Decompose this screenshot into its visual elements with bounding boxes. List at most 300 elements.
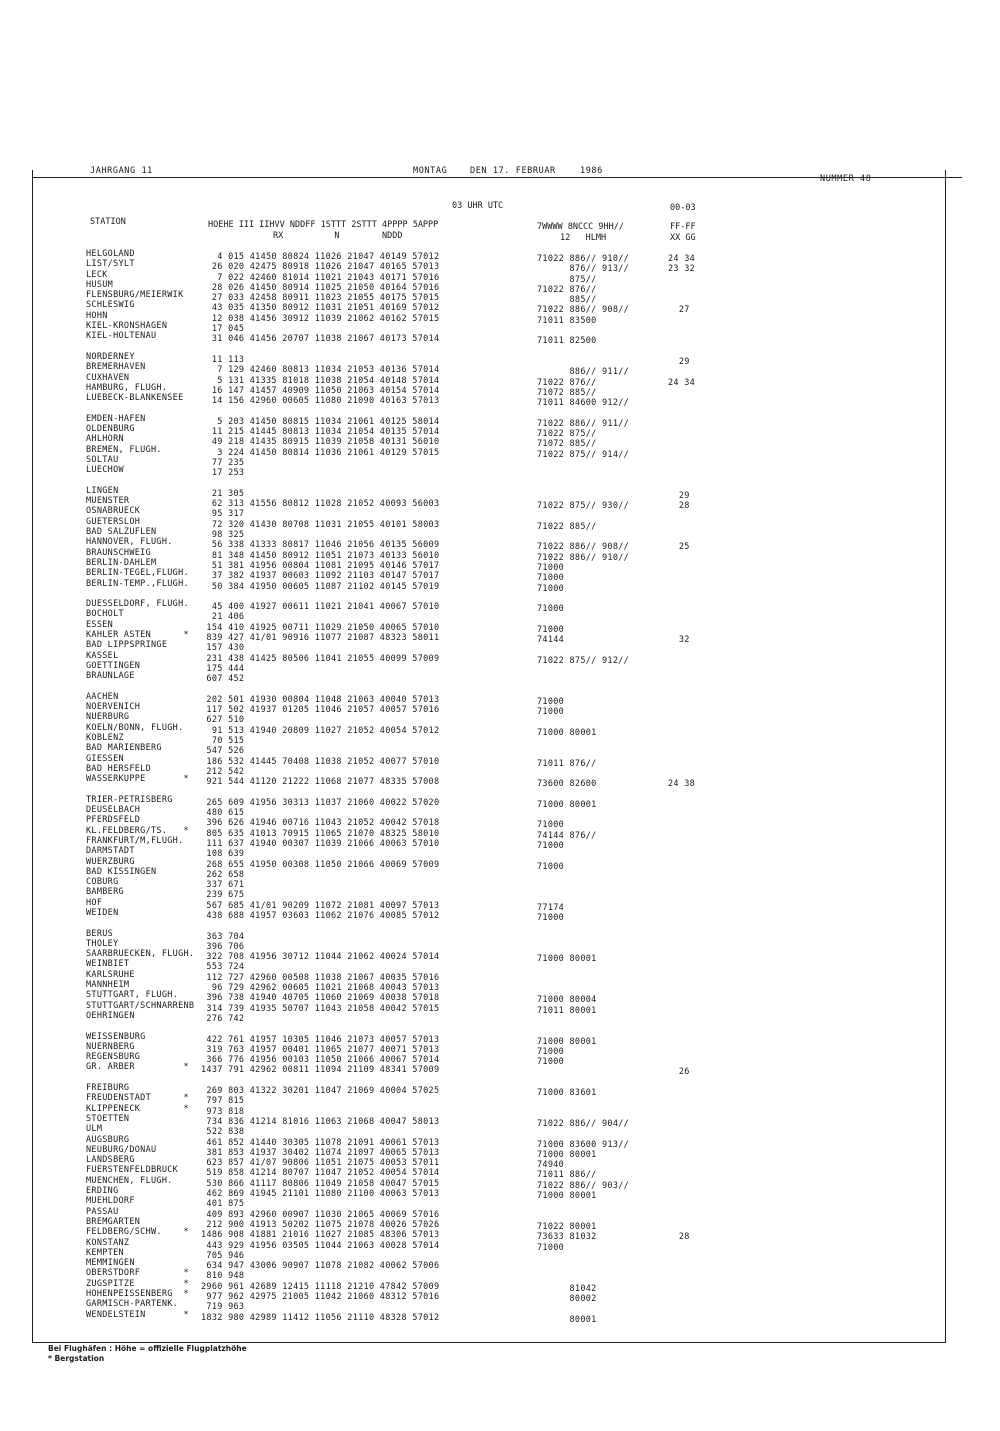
- station-wind: 29: [668, 490, 690, 501]
- station-codes: 337 671: [201, 880, 245, 891]
- station-codes: 719 963: [201, 1302, 245, 1313]
- station-extra: [537, 882, 629, 892]
- station-extra: 71000 80001: [537, 727, 597, 738]
- station-extra: 71000 80001: [537, 954, 597, 965]
- station-wind: [668, 614, 695, 624]
- station-name: KLIPPENECK *: [86, 1103, 189, 1114]
- station-extra: 71022 886// 904//: [537, 1118, 630, 1129]
- station-name: THOLEY: [86, 938, 119, 949]
- station-extra: 71022 886// 908//: [537, 542, 630, 553]
- station-extra: 71000: [537, 624, 565, 635]
- station-codes: 91 513 41940 20809 11027 21052 40054 57012: [201, 725, 440, 736]
- group-spacer: [668, 347, 695, 357]
- station-wind: 24 34: [668, 377, 696, 388]
- station-codes: 70 515: [201, 735, 245, 746]
- station-codes: 186 532 41445 70408 11038 21052 40077 57010: [201, 756, 440, 767]
- station-wind: [668, 1129, 695, 1139]
- station-codes: 16 147 41457 40909 11050 21063 40154 57014: [201, 385, 440, 396]
- station-wind: [668, 1243, 695, 1253]
- group-spacer: [86, 681, 194, 691]
- group-spacer: [201, 406, 439, 416]
- station-name: GUETERSLOH: [86, 516, 141, 527]
- station-codes: 381 853 41937 30402 11074 21097 40065 57013: [201, 1147, 440, 1158]
- station-wind: [668, 1170, 695, 1180]
- station-name: WEINBIET: [86, 959, 130, 970]
- group-spacer: [668, 1078, 695, 1088]
- station-extra: 74144: [537, 634, 565, 645]
- station-codes: 17 253: [201, 468, 245, 479]
- codes-header-3: NDDD: [382, 231, 403, 241]
- station-name: GARMISCH-PARTENK.: [86, 1299, 179, 1310]
- station-wind: [668, 1098, 695, 1108]
- station-wind: [668, 1119, 695, 1129]
- station-wind: [668, 944, 695, 954]
- extra-header-2: 12 HLMH: [560, 233, 607, 243]
- station-codes: 27 033 42458 80911 11023 21055 40175 57015: [201, 293, 440, 304]
- group-spacer: [86, 1021, 194, 1031]
- station-extra: 73600 82600: [537, 779, 597, 790]
- station-name: KONSTANZ: [86, 1237, 130, 1248]
- station-wind: 27: [668, 305, 690, 316]
- station-wind: [668, 604, 695, 614]
- station-wind: [668, 511, 695, 521]
- station-name: MUENSTER: [86, 496, 130, 507]
- group-spacer: [668, 408, 695, 418]
- station-wind: [668, 316, 695, 326]
- station-extra: 71000 80004: [537, 995, 597, 1006]
- station-wind: 29: [668, 356, 690, 367]
- station-name: REGENSBURG: [86, 1052, 141, 1063]
- station-name: PASSAU: [86, 1206, 119, 1217]
- station-extra: [537, 934, 629, 944]
- station-extra: [537, 1304, 629, 1314]
- station-codes: 422 761 41957 10305 11046 21073 40057 57013: [201, 1034, 440, 1045]
- station-name: STUTTGART/SCHNARRENB: [86, 1000, 195, 1011]
- station-wind: [668, 759, 695, 769]
- station-name: LUEBECK-BLANKENSEE: [86, 393, 184, 404]
- station-codes: 95 317: [201, 509, 245, 520]
- station-name: KARLSRUHE: [86, 969, 135, 980]
- station-name: BREMEN, FLUGH.: [86, 444, 162, 455]
- station-extra: 71072 885//: [537, 387, 597, 398]
- station-wind: [668, 1273, 695, 1283]
- ff-header-2: XX GG: [670, 233, 696, 243]
- jahrgang-label: JAHRGANG 11: [90, 166, 153, 176]
- station-extra: [537, 357, 629, 367]
- station-name: LANDSBERG: [86, 1155, 135, 1166]
- station-extra: [537, 748, 629, 758]
- station-wind: [668, 563, 695, 573]
- station-name: HOHENPEISSENBERG *: [86, 1288, 189, 1299]
- station-name: KOBLENZ: [86, 732, 124, 743]
- station-codes: 2960 961 42689 12415 11118 21210 47842 57009: [201, 1281, 440, 1292]
- station-wind: [668, 656, 695, 666]
- station-extra: [537, 1212, 629, 1222]
- station-wind: [668, 862, 695, 872]
- station-codes: 396 706: [201, 941, 245, 952]
- station-extra: [537, 614, 629, 624]
- station-wind: [668, 1191, 695, 1201]
- station-wind: [668, 676, 695, 686]
- station-codes: 112 727 42960 00508 11038 21067 40035 57016: [201, 972, 440, 983]
- station-name: DARMSTADT: [86, 846, 135, 857]
- station-wind: [668, 820, 695, 830]
- station-codes: 21 305: [201, 488, 245, 499]
- station-extra: 71022 80001: [537, 1221, 597, 1232]
- station-name: HUSUM: [86, 279, 114, 290]
- station-extra: 71022 886// 908//: [537, 305, 630, 316]
- station-extra: 71000 80001: [537, 1149, 597, 1160]
- station-name: DEUSELBACH: [86, 805, 141, 816]
- station-name: HOHN: [86, 310, 108, 321]
- station-name: SAARBRUECKEN, FLUGH.: [86, 949, 195, 960]
- group-spacer: [668, 1026, 695, 1036]
- station-wind: [668, 707, 695, 717]
- station-name: GR. ARBER *: [86, 1062, 189, 1073]
- station-codes: 363 704: [201, 931, 245, 942]
- station-extra: 74940: [537, 1160, 565, 1171]
- footnote-airport: Bei Flughäfen : Höhe = offizielle Flugplatzhöhe: [48, 1344, 247, 1353]
- station-wind: [668, 367, 695, 377]
- station-extra: [537, 872, 629, 882]
- station-extra: 71000: [537, 707, 565, 718]
- footnote-mountain: * Bergstation: [48, 1354, 105, 1363]
- station-column: [86, 249, 194, 1320]
- station-wind: [668, 892, 695, 902]
- station-codes: 157 430: [201, 643, 245, 654]
- station-wind: [668, 800, 695, 810]
- station-extra: [537, 964, 629, 974]
- station-codes: 805 635 41013 70915 11065 21070 48325 58010: [201, 828, 440, 839]
- station-codes: 3 224 41450 80814 11036 21061 40129 57015: [201, 447, 440, 458]
- station-name: BERLIN-TEMP.,FLUGH.: [86, 578, 189, 589]
- station-wind: [668, 1315, 695, 1325]
- group-spacer: [86, 784, 194, 794]
- station-name: LUECHOW: [86, 465, 124, 476]
- station-name: BERUS: [86, 928, 114, 939]
- station-codes: 14 156 42960 00605 11080 21090 40163 57013: [201, 396, 440, 407]
- station-wind: [668, 275, 695, 285]
- station-name: MUENCHEN, FLUGH.: [86, 1175, 173, 1186]
- station-codes: 62 313 41556 80812 11028 21052 40093 56003: [201, 499, 440, 510]
- station-codes: 705 946: [201, 1250, 245, 1261]
- station-wind: [668, 738, 695, 748]
- station-extra: 71000: [537, 1242, 565, 1253]
- station-codes: 231 438 41425 80506 11041 21055 40099 57009: [201, 653, 440, 664]
- extra-header: 7WWWW 8NCCC 9HH//: [537, 222, 624, 232]
- station-codes: 265 609 41956 30313 11037 21060 40022 57020: [201, 797, 440, 808]
- station-extra: 71011 80001: [537, 1005, 597, 1016]
- station-extra: [537, 717, 629, 727]
- station-codes: 547 526: [201, 746, 245, 757]
- station-wind: [668, 697, 695, 707]
- station-name: LINGEN: [86, 485, 119, 496]
- station-wind: [668, 995, 695, 1005]
- station-codes: 5 203 41450 80815 11034 21061 40125 58014: [201, 416, 440, 427]
- station-wind: [668, 450, 695, 460]
- group-spacer: [668, 481, 695, 491]
- station-codes: 21 406: [201, 612, 245, 623]
- station-wind: [668, 728, 695, 738]
- station-wind: 24 34: [668, 254, 696, 264]
- group-spacer: [537, 594, 629, 604]
- station-extra: 71000: [537, 1046, 565, 1057]
- station-name: STUTTGART, FLUGH.: [86, 990, 179, 1001]
- station-codes: 409 893 42960 00907 11030 21065 40069 57016: [201, 1209, 440, 1220]
- station-name: WENDELSTEIN *: [86, 1309, 189, 1320]
- station-codes: 43 035 41350 80912 11031 21051 40169 57012: [201, 303, 440, 314]
- station-name: OLDENBURG: [86, 424, 135, 435]
- station-name: AHLHORN: [86, 434, 124, 445]
- station-codes: 7 129 42460 80813 11034 21053 40136 57014: [201, 365, 440, 376]
- station-extra: [537, 738, 629, 748]
- station-name: BOCHOLT: [86, 609, 124, 620]
- station-name: BRAUNLAGE: [86, 671, 135, 682]
- station-wind: [668, 975, 695, 985]
- station-wind: [668, 429, 695, 439]
- station-wind: [668, 1037, 695, 1047]
- station-extra: 876// 913//: [537, 264, 630, 275]
- station-wind: [668, 645, 695, 655]
- station-extra: [537, 532, 629, 542]
- station-wind: [668, 1160, 695, 1170]
- station-extra: [537, 460, 629, 470]
- station-codes: 1486 908 41881 21016 11027 21085 48306 57013: [201, 1230, 440, 1241]
- group-spacer: [668, 789, 695, 799]
- station-name: WUERZBURG: [86, 856, 135, 867]
- station-name: BAD SALZUFLEN: [86, 527, 157, 538]
- station-wind: [668, 1304, 695, 1314]
- station-wind: [668, 285, 695, 295]
- group-spacer: [201, 1024, 439, 1034]
- station-extra: [537, 1067, 629, 1077]
- station-extra: 77174: [537, 902, 565, 913]
- station-codes: 839 427 41/01 90916 11077 21087 48323 58011: [201, 632, 440, 643]
- station-wind: [668, 1284, 695, 1294]
- station-codes: 810 948: [201, 1271, 245, 1282]
- station-codes: 154 410 41925 00711 11029 21050 40065 57010: [201, 622, 440, 633]
- station-extra: 71011 84600 912//: [537, 398, 630, 409]
- group-spacer: [537, 347, 629, 357]
- station-codes: 72 320 41430 80708 11031 21055 40101 58003: [201, 519, 440, 530]
- station-codes: 322 708 41956 30712 11044 21062 40024 57014: [201, 952, 440, 963]
- station-codes: 175 444: [201, 663, 245, 674]
- group-spacer: [201, 1076, 439, 1086]
- station-extra: [537, 1263, 629, 1273]
- station-name: KL.FELDBERG/TS. *: [86, 825, 189, 836]
- group-spacer: [668, 686, 695, 696]
- station-extra: 71000: [537, 696, 565, 707]
- station-codes: 1832 980 42989 11412 11056 21110 48328 57012: [201, 1312, 440, 1323]
- station-name: FUERSTENFELDBRUCK: [86, 1165, 179, 1176]
- station-wind: [668, 841, 695, 851]
- station-name: MUEHLDORF: [86, 1196, 135, 1207]
- station-extra: 71022 886// 903//: [537, 1180, 630, 1191]
- station-wind: 24 38: [668, 779, 696, 790]
- station-codes: 98 325: [201, 530, 245, 541]
- station-wind: [668, 460, 695, 470]
- station-codes: 11 215 41445 80813 11034 21054 40135 57014: [201, 427, 440, 438]
- station-name: PFERDSFELD: [86, 815, 141, 826]
- station-extra: [537, 892, 629, 902]
- station-name: BAD LIPPSPRINGE: [86, 640, 168, 651]
- station-wind: [668, 532, 695, 542]
- station-wind: [668, 326, 695, 336]
- group-spacer: [537, 923, 629, 933]
- station-wind: [668, 1263, 695, 1273]
- station-extra: 886// 911//: [537, 367, 630, 378]
- station-extra: 71000: [537, 583, 565, 594]
- station-wind: 28: [668, 501, 690, 512]
- station-codes: 5 131 41335 81018 11038 21054 40148 57014: [201, 375, 440, 386]
- station-codes: 977 962 42975 21005 11042 21060 48312 57016: [201, 1291, 440, 1302]
- station-extra: 71011 876//: [537, 758, 597, 769]
- station-wind: [668, 1140, 695, 1150]
- station-name: SCHLESWIG: [86, 300, 135, 311]
- station-name: KOELN/BONN, FLUGH.: [86, 722, 184, 733]
- station-name: BREMGARTEN: [86, 1216, 141, 1227]
- codes-header-2: RX N: [273, 231, 340, 241]
- station-name: HAMBURG, FLUGH.: [86, 382, 168, 393]
- station-wind: [668, 1253, 695, 1263]
- station-extra: [537, 326, 629, 336]
- station-extra: 71000 80001: [537, 1036, 597, 1047]
- station-name: FELDBERG/SCHW. *: [86, 1227, 189, 1238]
- station-codes: 319 763 41957 00401 11065 21077 40071 57013: [201, 1044, 440, 1055]
- station-wind: [668, 872, 695, 882]
- station-extra: 71000: [537, 1057, 565, 1068]
- station-wind: [668, 398, 695, 408]
- station-codes: 734 836 41214 81016 11063 21068 40047 58013: [201, 1116, 440, 1127]
- station-name: GOETTINGEN: [86, 660, 141, 671]
- station-wind: [668, 748, 695, 758]
- station-wind: [668, 584, 695, 594]
- station-wind: [668, 625, 695, 635]
- station-wind: [668, 1201, 695, 1211]
- time-label: 03 UHR UTC: [452, 201, 504, 211]
- station-name: HELGOLAND: [86, 249, 135, 259]
- station-extra: 71022 876//: [537, 284, 597, 295]
- station-wind: 25: [668, 542, 690, 553]
- group-spacer: [201, 592, 439, 602]
- station-name: FREIBURG: [86, 1083, 130, 1094]
- station-wind: [668, 913, 695, 923]
- station-codes: 212 542: [201, 766, 245, 777]
- station-wind: [668, 769, 695, 779]
- station-codes: 438 688 41957 03603 11062 21076 40085 57012: [201, 911, 440, 921]
- station-name: LECK: [86, 269, 108, 280]
- station-codes: 212 900 41913 50202 11075 21078 40026 57026: [201, 1219, 440, 1230]
- extra-column: [537, 254, 629, 1325]
- group-spacer: [537, 1026, 629, 1036]
- station-name: KASSEL: [86, 650, 119, 661]
- station-wind: [668, 851, 695, 861]
- station-name: COBURG: [86, 877, 119, 888]
- station-name: ESSEN: [86, 619, 114, 630]
- group-spacer: [668, 594, 695, 604]
- station-name: DUESSELDORF, FLUGH.: [86, 599, 189, 610]
- station-codes: 973 818: [201, 1106, 245, 1117]
- station-extra: 71000: [537, 604, 565, 615]
- station-wind: [668, 522, 695, 532]
- station-extra: [537, 769, 629, 779]
- station-extra: 71022 875// 930//: [537, 501, 630, 512]
- date-label: DEN 17. FEBRUAR: [470, 166, 556, 176]
- group-spacer: [201, 684, 439, 694]
- station-extra: 71000: [537, 562, 565, 573]
- station-name: BAD KISSINGEN: [86, 866, 157, 877]
- group-spacer: [537, 481, 629, 491]
- station-name: OSNABRUECK: [86, 506, 141, 517]
- station-wind: 28: [668, 1232, 690, 1243]
- station-extra: 71022 885//: [537, 521, 597, 532]
- group-spacer: [86, 589, 194, 599]
- station-wind: [668, 666, 695, 676]
- station-codes: 567 685 41/01 90209 11072 21081 40097 57013: [201, 900, 440, 911]
- station-wind: [668, 336, 695, 346]
- station-name: OBERSTDORF *: [86, 1268, 189, 1279]
- station-codes: 480 615: [201, 808, 245, 819]
- station-extra: [537, 1098, 629, 1108]
- station-extra: [537, 511, 629, 521]
- station-wind: [668, 419, 695, 429]
- station-extra: [537, 1129, 629, 1139]
- station-codes: 461 852 41440 30305 11078 21091 40061 57013: [201, 1137, 440, 1148]
- group-spacer: [201, 345, 439, 355]
- station-name: TRIER-PETRISBERG: [86, 794, 173, 805]
- station-wind: [668, 295, 695, 305]
- station-codes: 45 400 41927 00611 11021 21041 40067 57010: [201, 602, 440, 613]
- station-codes: 921 544 41120 21222 11068 21077 48335 57008: [201, 777, 440, 788]
- station-extra: [537, 851, 629, 861]
- station-extra: 80002: [537, 1293, 597, 1304]
- group-spacer: [537, 1078, 629, 1088]
- station-extra: 71000 80001: [537, 1191, 597, 1202]
- station-wind: [668, 985, 695, 995]
- station-header: STATION: [90, 217, 126, 227]
- station-wind: 26: [668, 1067, 690, 1078]
- station-name: SOLTAU: [86, 454, 119, 465]
- station-wind: [668, 1016, 695, 1026]
- station-name: WEISSENBURG: [86, 1031, 146, 1042]
- station-codes: 31 046 41456 20707 11038 21067 40173 57014: [201, 334, 440, 345]
- ff-header: FF-FF: [670, 222, 696, 232]
- station-extra: 74144 876//: [537, 830, 597, 841]
- station-codes: 4 015 41450 80824 11026 21047 40149 57012: [201, 252, 440, 262]
- group-spacer: [201, 479, 439, 489]
- station-codes: 28 026 41450 80914 11025 21050 40164 57016: [201, 282, 440, 293]
- station-name: KAHLER ASTEN *: [86, 629, 189, 640]
- station-codes: 77 235: [201, 457, 245, 468]
- station-codes: 50 384 41950 00605 11087 21102 40145 57019: [201, 581, 440, 592]
- station-name: WASSERKUPPE *: [86, 774, 189, 785]
- station-codes: 401 875: [201, 1199, 245, 1210]
- station-codes: 314 739 41935 50707 11043 21058 40042 57015: [201, 1003, 440, 1014]
- ff-column: [668, 254, 695, 1325]
- station-codes: 553 724: [201, 962, 245, 973]
- station-codes: 519 858 41214 80707 11047 21052 40054 57014: [201, 1168, 440, 1179]
- station-name: GIESSEN: [86, 753, 124, 764]
- station-extra: [537, 975, 629, 985]
- station-wind: [668, 1109, 695, 1119]
- group-spacer: [86, 403, 194, 413]
- station-codes: 37 382 41937 00603 11092 21103 40147 57017: [201, 571, 440, 582]
- day-label: MONTAG: [413, 166, 448, 176]
- station-name: AACHEN: [86, 691, 119, 702]
- station-codes: 17 045: [201, 324, 245, 335]
- station-name: BAMBERG: [86, 887, 124, 898]
- station-codes: 262 658: [201, 869, 245, 880]
